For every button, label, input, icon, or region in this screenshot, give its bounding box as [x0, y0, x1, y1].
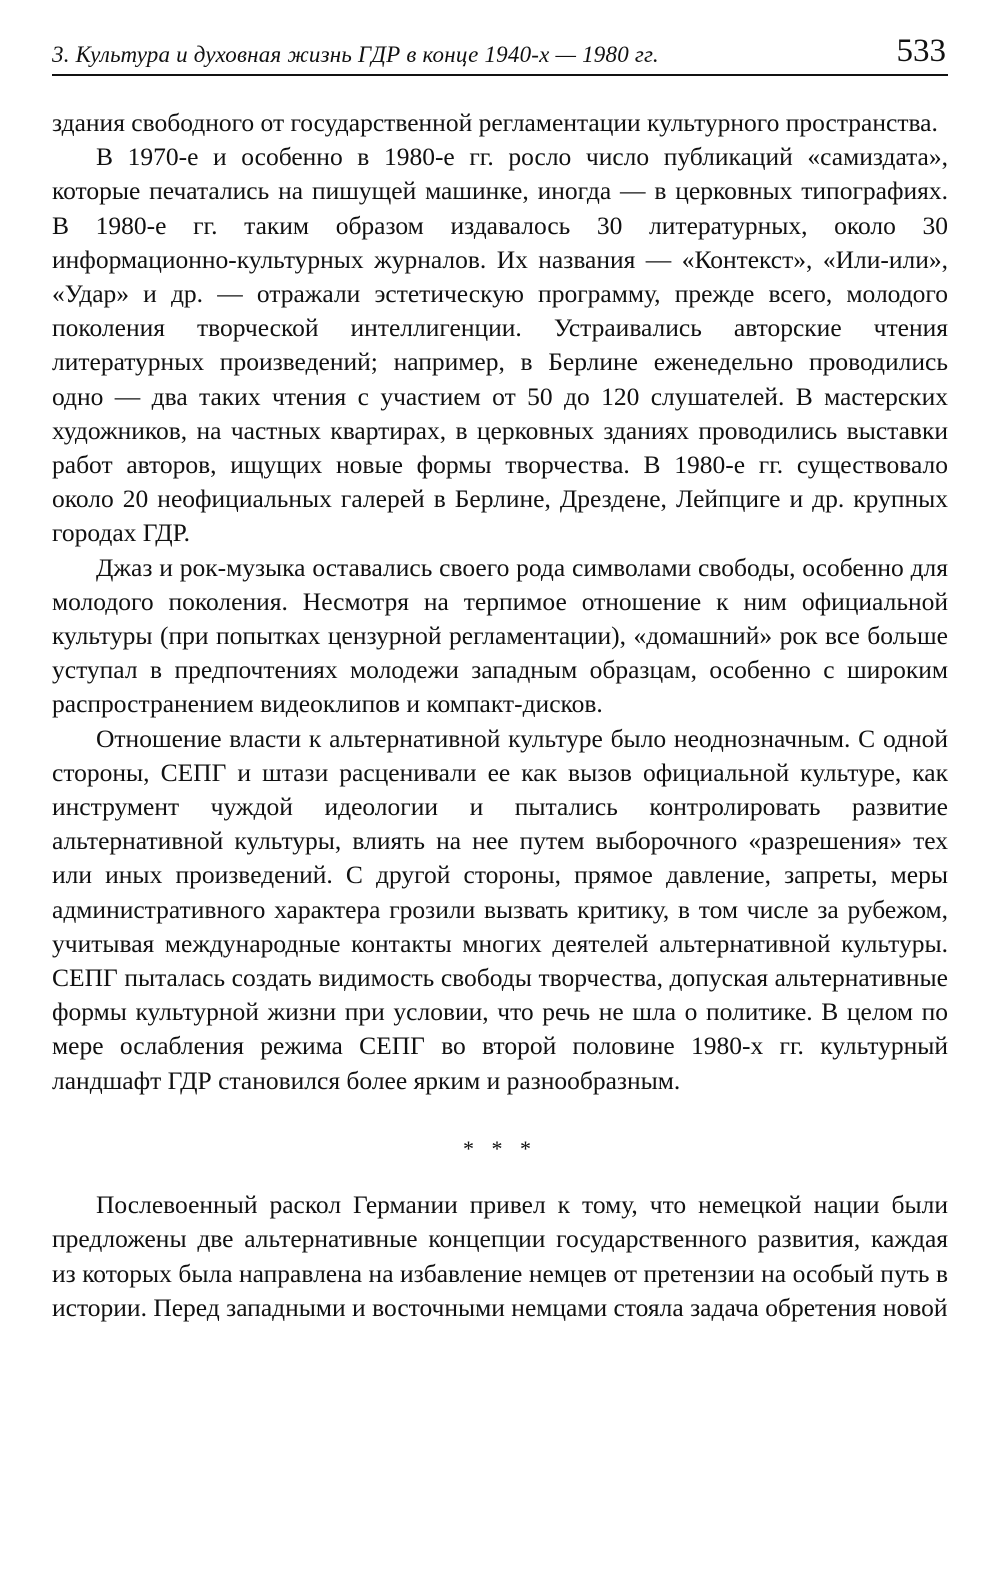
section-divider: * * * [463, 1135, 537, 1161]
paragraph-continuation: здания свободного от государственной регламентации культурного пространства. [52, 108, 938, 137]
book-page [52, 28, 948, 1325]
running-title: 3. Культура и духовная жизнь ГДР в конце 1940-х — 1980 гг. [52, 42, 659, 67]
page-number: 533 [896, 33, 946, 69]
running-header [52, 28, 948, 76]
body-text [52, 106, 948, 1325]
paragraph-conclusion: Послевоенный раскол Германии привел к тому, что немецкой нации были предложены две альтернативные концепции государственного развития, каждая из которых была направлена на избавление немцев от претензии на особый путь в истории. Перед западными и восточными немцами стояла задача обретения новой [52, 1190, 948, 1322]
paragraph-samizdat: В 1970-е и особенно в 1980-е гг. росло число публикаций «самиздата», которые печатались на пишущей машинке, иногда — в церковных типографиях. В 1980-е гг. таким образом издавалось 30 литературных, около 30 информационно-культурных журналов. Их названия — «Контекст», «Или-или», «Удар» и др. — отражали эстетическую программу, прежде всего, молодого поколения творческой интеллигенции. Устраивались авторские чтения литературных произведений; например, в Берлине еженедельно проводились одно — два таких чтения с участием от 50 до 120 слушателей. В мастерских художников, на частных квартирах, в церковных зданиях проводились выставки работ авторов, ищущих новые формы творчества. В 1980-е гг. существовало около 20 неофициальных галерей в Берлине, Дрездене, Лейпциге и др. крупных городах ГДР. [52, 142, 948, 548]
paragraph-jazz-rock: Джаз и рок-музыка оставались своего рода символами свободы, особенно для молодого поколения. Несмотря на терпимое отношение к ним официальной культуры (при попытках цензурной регламентации), «домашний» рок все больше уступал в предпочтениях молодежи западным образцам, особенно с широким распространением видеоклипов и компакт-дисков. [52, 552, 948, 719]
paragraph-power-relation: Отношение власти к альтернативной культуре было неоднозначным. С одной стороны, СЕПГ и штази расценивали ее как вызов официальной культуре, как инструмент чуждой идеологии и пытались контролировать развитие альтернативной культуры, влиять на нее путем выборочного «разрешения» тех или иных произведений. С другой стороны, прямое давление, запреты, меры административного характера грозили вызвать критику, в том числе за рубежом, учитывая международные контакты многих деятелей альтернативной культуры. СЕПГ пыталась создать видимость свободы творчества, допуская альтернативные формы культурной жизни при условии, что речь не шла о политике. В целом по мере ослабления режима СЕПГ во второй половине 1980-х гг. культурный ландшафт ГДР становился более ярким и разнообразным. [52, 723, 948, 1095]
